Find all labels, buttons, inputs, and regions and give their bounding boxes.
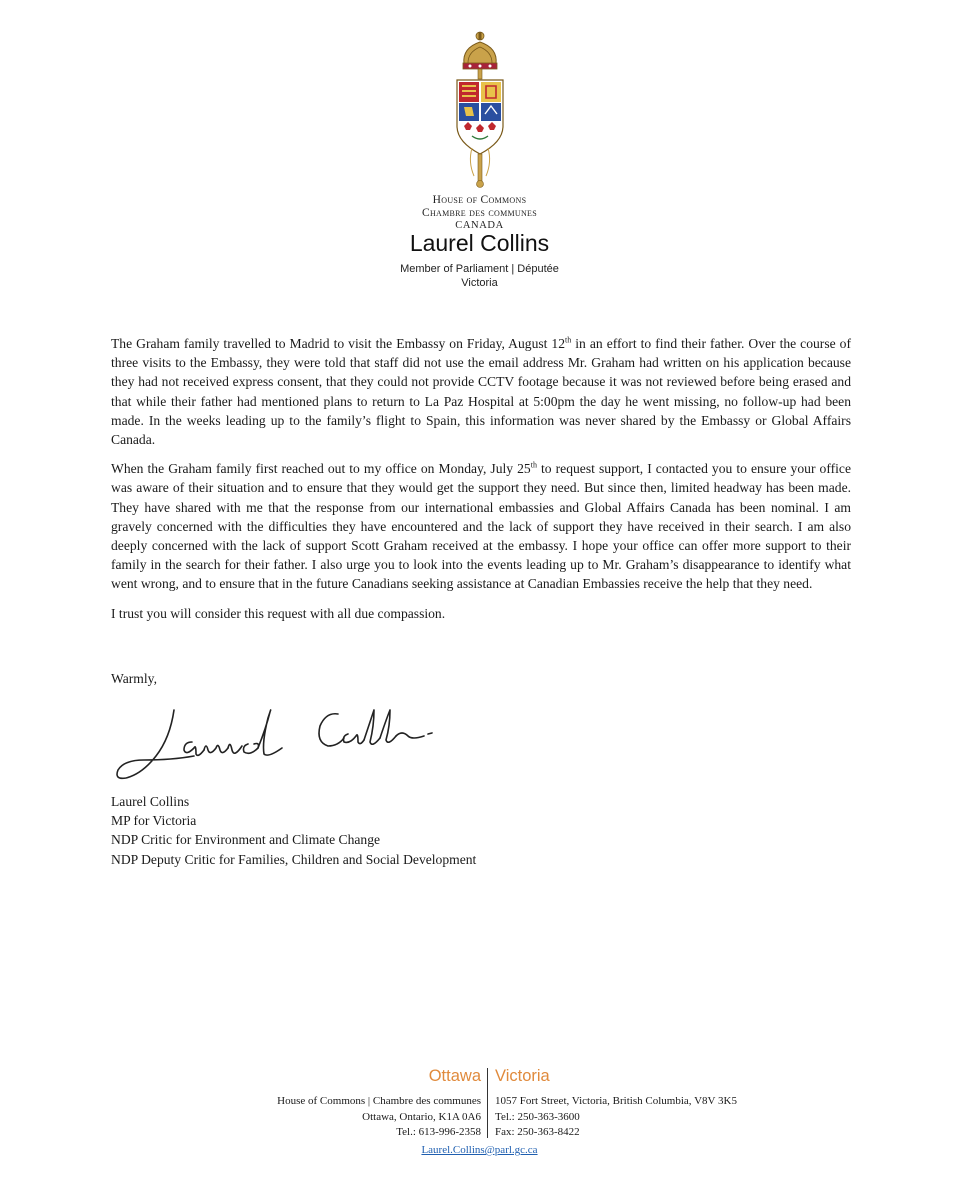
riding-name: Victoria <box>461 277 498 289</box>
paragraph-1-text-a: The Graham family travelled to Madrid to visit the Embassy on Friday, August 12 <box>111 336 566 351</box>
footer-ottawa-address <box>277 1094 481 1141</box>
footer-victoria-label: Victoria <box>495 1067 550 1085</box>
paragraph-2-superscript: th <box>530 460 537 470</box>
closing-salutation: Warmly, <box>111 671 157 686</box>
paragraph-3: I trust you will consider this request with all due compassion. <box>111 605 446 621</box>
victoria-phone: Tel.: 250-363-3600 <box>495 1110 580 1123</box>
paragraph-1 <box>111 334 851 449</box>
institution-english: House of Commons <box>432 194 527 206</box>
signatory-title-1: MP for Victoria <box>111 813 197 829</box>
institution-country: CANADA <box>455 220 504 231</box>
footer-ottawa-label: Ottawa <box>428 1067 481 1085</box>
paragraph-1-text-b: in an effort to find their father. Over the course of three visits to the Embassy, they were told that staff did not use the email address Mr. Graham had written on his application because they had not received express consent, that they could not provide CCTV footage because it was not reviewed before being erased and that while their father had mentioned plans to return to La Paz Hospital at 5:00pm the day he went missing, no follow-up had been made. In the weeks leading up to the family’s flight to Spain, this information was never shared by the Embassy or Global Affairs Canada. <box>111 336 851 448</box>
signatory-title-2: NDP Critic for Environment and Climate Change <box>111 832 381 848</box>
letter-body <box>111 334 851 633</box>
signatory-name: Laurel Collins <box>111 794 190 809</box>
paragraph-2-text-a: When the Graham family first reached out to my office on Monday, July 25 <box>111 461 531 477</box>
footer-divider <box>487 1068 488 1138</box>
institution-french: Chambre des communes <box>422 207 537 219</box>
signature-block <box>111 792 476 869</box>
paragraph-1-superscript: th <box>565 335 572 345</box>
ottawa-address-line-1: House of Commons | Chambre des communes <box>277 1095 481 1107</box>
footer-victoria-address <box>495 1094 737 1141</box>
paragraph-2 <box>111 459 851 593</box>
member-name: Laurel Collins <box>409 230 550 256</box>
email-link[interactable]: Laurel.Collins@parl.gc.ca <box>421 1144 538 1156</box>
member-title: Member of Parliament | Députée <box>400 263 559 275</box>
paragraph-2-text-b: to request support, I contacted you to ensure your office was aware of their situation and to ensure that they would get the support they need. But since then, limited headway has been made. They have shared with me that the response from our international embassies and Global Affairs Canada has been nominal. I am gravely concerned with the difficulties they have encountered and the lack of support they have received in their search. I am also deeply concerned with the lack of support Scott Graham received at the embassy. I hope your office can offer more support to their family in the search for their father. I also urge you to look into the events leading up to Mr. Graham’s disappearance to identify what went wrong, and to ensure that in the future Canadians seeking assistance at Canadian Embassies receive the help that they need. <box>111 461 851 592</box>
victoria-address-line-1: 1057 Fort Street, Victoria, British Columbia, V8V 3K5 <box>495 1095 737 1107</box>
handwritten-signature <box>112 698 442 790</box>
ottawa-phone: Tel.: 613-996-2358 <box>396 1126 481 1138</box>
signatory-title-3: NDP Deputy Critic for Families, Children and Social Development <box>111 851 477 867</box>
ottawa-address-line-2: Ottawa, Ontario, K1A 0A6 <box>362 1110 481 1123</box>
house-of-commons-crest-icon <box>448 30 512 190</box>
victoria-fax: Fax: 250-363-8422 <box>495 1126 580 1138</box>
